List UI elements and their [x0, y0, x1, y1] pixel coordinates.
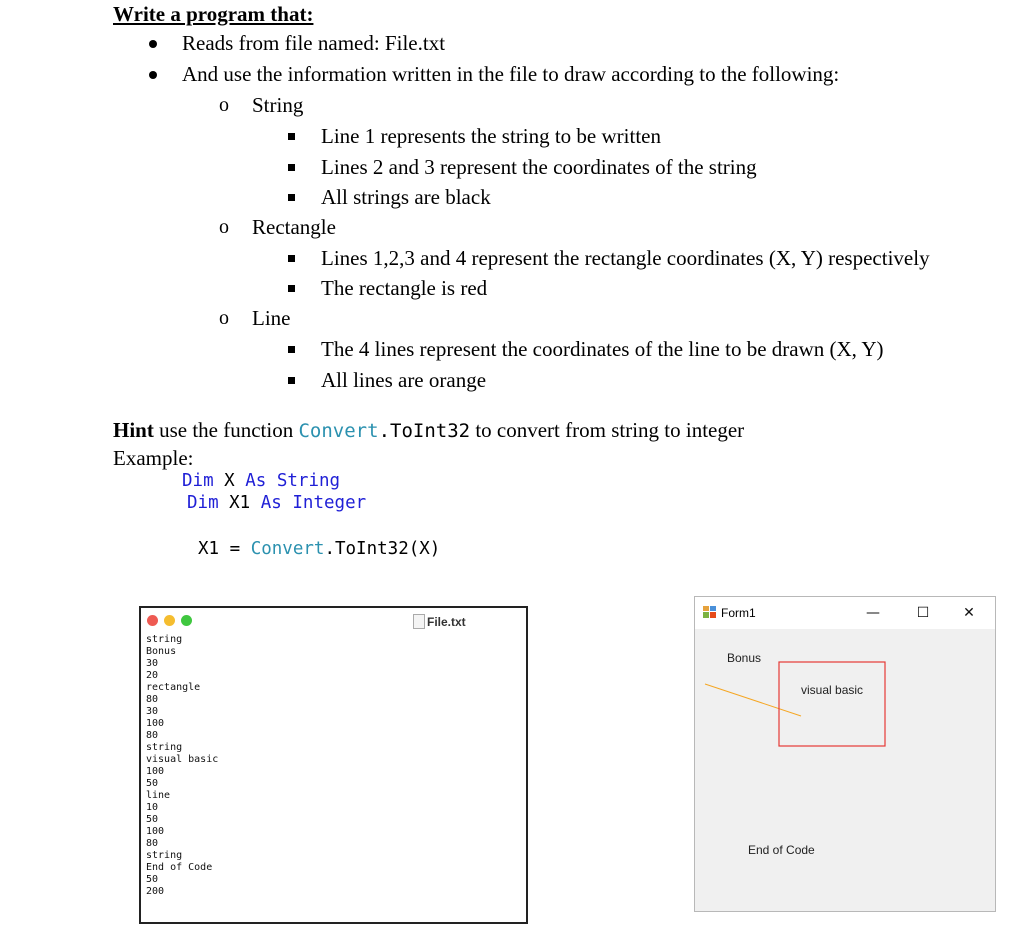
- bullet-square: [288, 255, 295, 262]
- page-title: Write a program that:: [113, 2, 314, 26]
- bullet-square: [288, 377, 295, 384]
- file-contents: string Bonus 30 20 rectangle 80 30 100 80 string visual basic 100 50 line 10 50 100 80 string End of Code 50 200: [146, 634, 219, 897]
- form1-window: [694, 596, 996, 912]
- minimize-button[interactable]: —: [866, 605, 880, 621]
- string-item: Lines 2 and 3 represent the coordinates of the string: [321, 155, 757, 179]
- hint-code-class: Convert: [298, 420, 379, 442]
- bullet-square: [288, 164, 295, 171]
- hint-code-method: .ToInt32: [378, 420, 471, 442]
- section-line-title: Line: [252, 306, 291, 330]
- form-title: Form1: [721, 606, 756, 620]
- file-txt-window: [139, 606, 528, 924]
- bullet-square: [288, 285, 295, 292]
- orange-line: [705, 684, 801, 716]
- section-rectangle-title: Rectangle: [252, 215, 336, 239]
- zoom-dot-icon[interactable]: [181, 615, 192, 626]
- bullet-square: [288, 194, 295, 201]
- form-drawing-canvas: [695, 629, 995, 911]
- section-string-title: String: [252, 93, 304, 117]
- string-item: Line 1 represents the string to be written: [321, 124, 661, 148]
- code-line-2: Dim X1 As Integer: [187, 493, 367, 513]
- hint-paragraph: [113, 418, 744, 443]
- bullet-square: [288, 133, 295, 140]
- hint-text-2: to convert from string to integer: [470, 418, 745, 442]
- bullet-dot: [149, 71, 157, 79]
- label-visual-basic: visual basic: [801, 683, 864, 697]
- code-line-1: Dim X As String: [182, 471, 341, 491]
- bullet-dot: [149, 40, 157, 48]
- rectangle-item: The rectangle is red: [321, 276, 488, 300]
- bullet-read-file: Reads from file named: File.txt: [182, 31, 446, 55]
- file-window-title: File.txt: [427, 615, 466, 629]
- code-line-3: X1 = Convert.ToInt32(X): [198, 539, 441, 559]
- bullet-circle: o: [219, 216, 229, 238]
- label-end-of-code: End of Code: [748, 843, 815, 857]
- bullet-use-info: And use the information written in the file to draw according to the following:: [182, 62, 840, 86]
- bullet-circle: o: [219, 307, 229, 329]
- minimize-dot-icon[interactable]: [164, 615, 175, 626]
- bullet-square: [288, 346, 295, 353]
- close-button[interactable]: ✕: [963, 605, 975, 621]
- document-icon: [413, 614, 425, 629]
- label-bonus: Bonus: [727, 651, 762, 665]
- example-label: Example:: [113, 446, 194, 470]
- file-window-titlebar: [141, 608, 526, 632]
- line-item: The 4 lines represent the coordinates of the line to be drawn (X, Y): [321, 337, 884, 361]
- maximize-button[interactable]: ☐: [916, 605, 930, 621]
- close-dot-icon[interactable]: [147, 615, 158, 626]
- form-titlebar: [695, 597, 995, 629]
- rectangle-item: Lines 1,2,3 and 4 represent the rectangle coordinates (X, Y) respectively: [321, 246, 930, 270]
- red-rectangle: [779, 662, 885, 746]
- hint-label: Hint: [113, 418, 154, 442]
- line-item: All lines are orange: [321, 368, 487, 392]
- form-app-icon: [703, 606, 716, 618]
- string-item: All strings are black: [321, 185, 491, 209]
- hint-text: use the function: [153, 418, 299, 442]
- bullet-circle: o: [219, 94, 229, 116]
